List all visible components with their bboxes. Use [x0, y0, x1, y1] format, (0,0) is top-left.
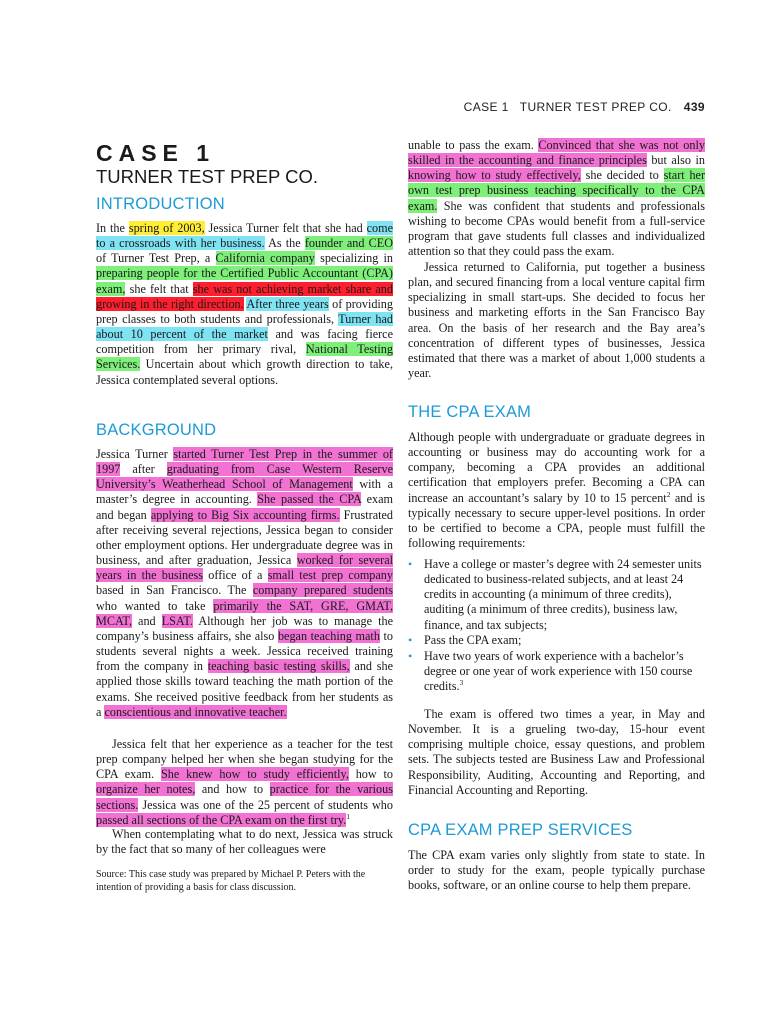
highlight-pink: began teaching math: [277, 628, 380, 643]
bullet-icon: •: [408, 648, 413, 663]
background-paragraph-2: Jessica felt that her experience as a teacher for the test prep company helped her when she began studying for the CPA exam. She knew how to study efficiently, how to organize her notes, and how to practice for the various sections. Jessica was one of the 25 percent of students who passed all sections of the CPA exam on the first try.$^1$: [96, 737, 394, 827]
list-item: • Have a college or master’s degree with 24 semester units dedicated to business-related subjects, and at least 24 credits in accounting (a minimum of three credits), auditing (a minimum of three credits), business law, finance, and tax subjects;: [408, 557, 702, 632]
prep-paragraph-1: The CPA exam varies only slightly from state to state. In order to study for the exam, people typically purchase books, software, or an online course to help them prepare.: [408, 848, 705, 893]
highlight-pink: company prepared students: [252, 583, 394, 598]
highlight-green: National Testing Services.: [96, 342, 393, 372]
right-paragraph-1: unable to pass the exam. Convinced that she was not only skilled in the accounting and finance principles but also in knowing how to study effectively, she decided to start her own test prep business teaching specifically to the CPA exam. She was confident that students and professionals wishing to become CPAs would benefit from a full-service program that gave students full classes and individualized attention so that they could pass the exam.: [408, 138, 706, 259]
footnote-marker: 2: [666, 489, 671, 499]
highlight-green: founder and CEO: [304, 236, 394, 251]
highlight-pink: small test prep company: [267, 568, 393, 583]
highlight-pink: conscientious and innovative teacher.: [104, 704, 287, 719]
footnote-marker: 1: [346, 811, 351, 821]
highlight-green: start her own test prep business teaching specifically to the CPA exam.: [408, 168, 706, 213]
highlight-pink: teaching basic testing skills,: [207, 659, 350, 674]
case-title: TURNER TEST PREP CO.: [96, 166, 319, 187]
running-head: [464, 100, 705, 114]
highlight-pink: knowing how to study effectively,: [408, 168, 581, 183]
highlight-pink: primarily the SAT, GRE, GMAT, MCAT,: [96, 598, 393, 628]
highlight-pink: started Turner Test Prep in the summer of 1997: [96, 447, 393, 477]
requirements-list: [408, 557, 705, 695]
source-note: Source: This case study was prepared by Michael P. Peters with the intention of providing a basis for class discussion.: [96, 869, 366, 893]
cpa-paragraph-2: The exam is offered two times a year, in May and November. It is a grueling two-day, 15-hour event comprising multiple choice, essay questions, and problem sets. The subjects tested are Business Law and Professional Responsibility, Auditing, Accounting and Reporting, and Financial Accounting and Reporting.: [408, 707, 705, 797]
highlight-pink: worked for several years in the business: [96, 553, 394, 583]
background-paragraph-1: Jessica Turner started Turner Test Prep in the summer of 1997 after graduating from Case Western Reserve University’s Weatherhead School of Management with a master’s degree in accounting. She passed the CPA exam and began applying to Big Six accounting firms. Frustrated after receiving several rejections, Jessica began to consider other employment options. Her undergraduate degree was in business, and after graduation, Jessica worked for several years in the business office of a small test prep company based in San Francisco. The company prepared students who wanted to take primarily the SAT, GRE, GMAT, MCAT, and LSAT. Although her job was to manage the company’s business affairs, she also began teaching math to students several nights a week. Jessica received training from the company in teaching basic testing skills, and she applied those skills toward teaching the math portion of the exams. She received positive feedback from her students as a conscientious and innovative teacher.: [96, 447, 394, 719]
background-paragraph-3: When contemplating what to do next, Jessica was struck by the fact that so many of her colleagues were: [96, 827, 393, 857]
highlight-cyan: come to a crossroads with her business.: [96, 221, 393, 251]
section-heading-prep-services: CPA EXAM PREP SERVICES: [408, 821, 633, 839]
section-heading-background: BACKGROUND: [96, 421, 217, 439]
highlight-red: she was not achieving market share and growing in the right direction.: [96, 281, 393, 311]
highlight-green: preparing people for the Certified Public Accountant (CPA) exam,: [96, 266, 393, 296]
highlight-pink: organize her notes,: [96, 782, 196, 797]
bullet-icon: •: [408, 633, 413, 648]
highlight-pink: applying to Big Six accounting firms.: [150, 507, 340, 522]
highlight-pink: She passed the CPA: [257, 492, 362, 507]
highlight-green: California company: [215, 251, 315, 266]
highlight-cyan: After three years: [246, 296, 329, 311]
right-paragraph-2: Jessica returned to California, put together a business plan, and secured financing from a local venture capital firm specializing in small start-ups. She decided to focus her business and marketing efforts in the San Francisco Bay area. On the basis of her research and the Bay area’s concentration of different types of businesses, Jessica estimated that there was a market of about 1,000 students a year.: [408, 260, 705, 381]
section-heading-cpa-exam: THE CPA EXAM: [408, 403, 532, 421]
highlight-pink: She knew how to study efficiently,: [161, 767, 349, 782]
bullet-icon: •: [408, 557, 413, 571]
case-number: CASE 1: [96, 140, 216, 166]
page-number: 439: [683, 100, 705, 114]
list-item: • Have two years of work experience with a bachelor’s degree or one year of work experience with 150 course credits.$^3$: [408, 648, 693, 694]
highlight-pink: graduating from Case Western Reserve University’s Weatherhead School of Management: [96, 462, 393, 492]
intro-paragraph: In the spring of 2003, Jessica Turner felt that she had come to a crossroads with her business. As the founder and CEO of Turner Test Prep, a California company specializing in preparing people for the Certified Public Accountant (CPA) exam, she felt that she was not achieving market share and growing in the right direction. After three years of providing prep classes to both students and professionals, Turner had about 10 percent of the market and was facing fierce competition from her primary rival, National Testing Services. Uncertain about which growth direction to take, Jessica contemplated several options.: [96, 221, 394, 387]
highlight-pink: passed all sections of the CPA exam on the first try.: [96, 812, 347, 827]
highlight-pink: LSAT.: [161, 613, 193, 628]
highlight-pink: practice for the various sections.: [96, 782, 393, 812]
cpa-paragraph-1: Although people with undergraduate or graduate degrees in accounting or business may do accounting work for a company, becoming a CPA provides an additional certification that employers prefer. Becoming a CPA can increase an accountant’s salary by 10 to 15 percent$^2$ and is typically necessary to secure upper-level positions. In order to be certified to become a CPA, people must fulfill the following requirements:: [408, 430, 705, 551]
footnote-marker: 3: [459, 678, 464, 688]
highlight-yellow: spring of 2003,: [128, 221, 205, 235]
highlight-pink: Convinced that she was not only skilled in the accounting and finance principles: [408, 138, 705, 168]
section-heading-introduction: INTRODUCTION: [96, 195, 225, 213]
running-head-title: CASE 1 TURNER TEST PREP CO.: [463, 100, 672, 114]
list-item: • Pass the CPA exam;: [408, 633, 522, 648]
highlight-cyan: Turner had about 10 percent of the market: [96, 311, 393, 342]
